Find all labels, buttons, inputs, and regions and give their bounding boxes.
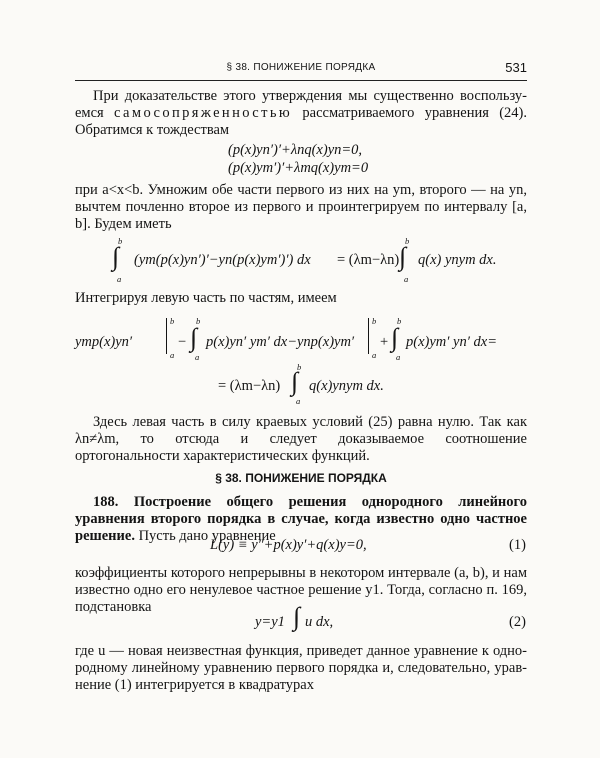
paragraph-orthogonality: Здесь левая часть в силу краевых условий (25) равна нулю. Так как λn≠λm, то отсюда и следует доказываемое соотношение ортогональности характеристических функций. <box>75 414 527 464</box>
integral-sign: ∫ <box>190 323 198 352</box>
paragraph-multiply: при a<x<b. Умножим обе части первого из них на ym, второго — на yn, вычтем почленно второе из первого и проинтегрируем по интервалу [a, b]. Будем иметь <box>75 182 527 232</box>
equation-1: L(y) ≡ y″+p(x)y′+q(x)y=0, <box>210 537 367 553</box>
evaluation-bar <box>166 318 167 354</box>
identity-line-2: (p(x)ym′)′+λmq(x)ym=0 <box>228 160 369 176</box>
paragraph-by-parts: Интегрируя левую часть по частям, имеем <box>75 290 337 306</box>
header-section-title: § 38. ПОНИЖЕНИЕ ПОРЯДКА <box>226 62 376 73</box>
paragraph-coefficients: коэффициенты которого непрерывны в некотором интервале (a, b), и нам известно одно его ненулевое частное решение y1. Тогда, согласно п. 169, подстановка <box>75 565 527 615</box>
evaluation-bar <box>368 318 369 354</box>
running-header <box>75 58 527 81</box>
integral-sign: ∫ <box>291 367 299 396</box>
integral-sign: ∫ <box>399 242 407 271</box>
section-heading: § 38. ПОНИЖЕНИЕ ПОРЯДКА <box>215 471 387 485</box>
integral-sign: ∫ <box>112 242 120 271</box>
equation-number-2: (2) <box>509 614 526 630</box>
paragraph-selfadjoint: При доказательстве этого утверждения мы существенно воспользу-емся самосопряженностью рассматриваемого уравнения (24). Обратимся к тождествам <box>75 88 527 138</box>
paragraph-substitution: где u — новая неизвестная функция, приведет данное уравнение к одно-родному линейному уравнению первого порядка и, следовательно, урав-нение (1) интегрируется в квадратурах <box>75 643 527 693</box>
article-title: Построение общего решения однородного линейного уравнения второго порядка в случае, когда известно одно частное решение. <box>75 494 528 544</box>
integral-sign: ∫ <box>391 323 399 352</box>
page-number: 531 <box>505 60 527 75</box>
integral-sign: ∫ <box>293 602 301 631</box>
identity-line-1: (p(x)yn′)′+λnq(x)yn=0, <box>228 142 363 158</box>
spaced-term: самосопряженностью <box>114 105 293 121</box>
paragraph-188: 188. Построение общего решения однородного линейного уравнения второго порядка в случае, когда известно одно частное решение. Пусть дано уравнение <box>75 494 528 544</box>
equation-number-1: (1) <box>509 537 526 553</box>
